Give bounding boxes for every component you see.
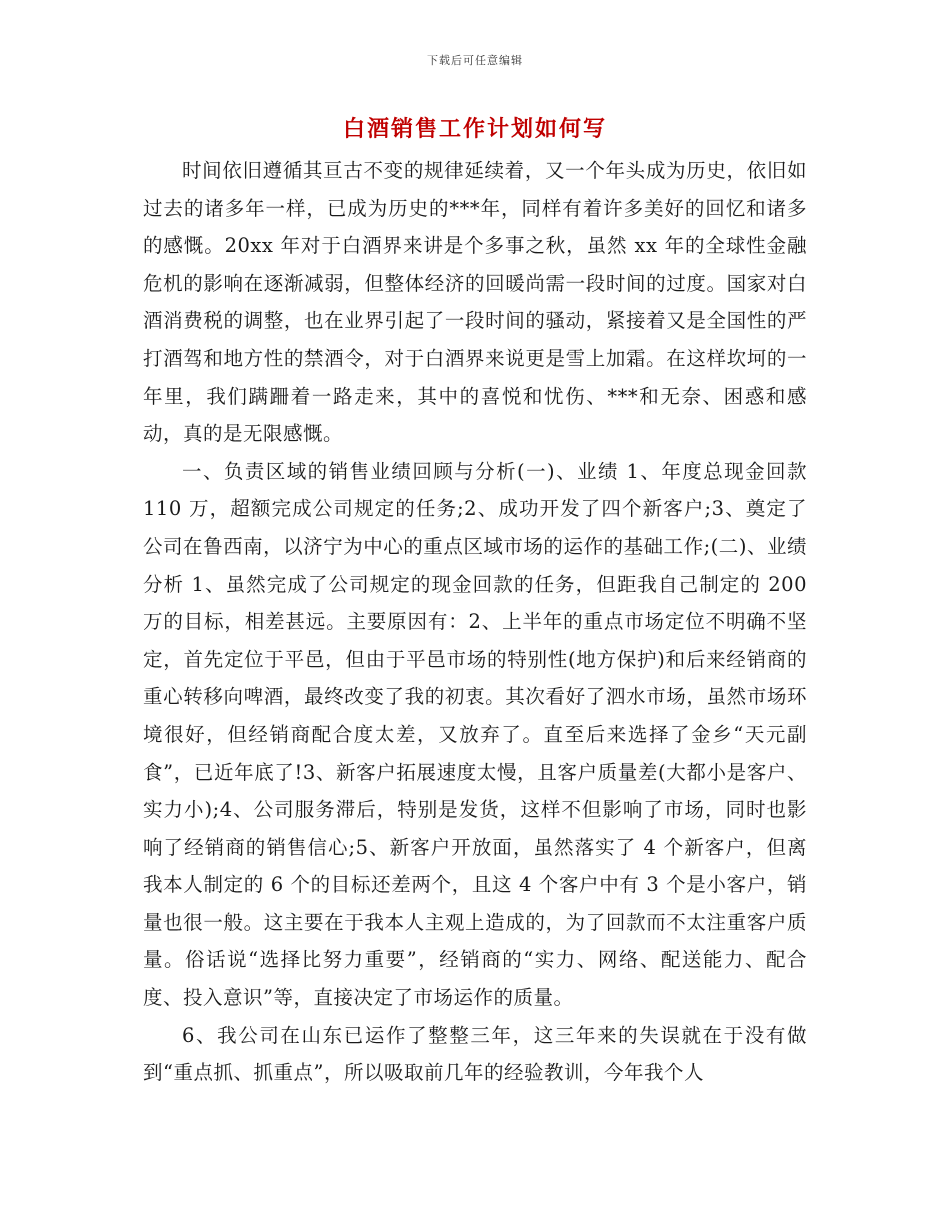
paragraph-intro: 时间依旧遵循其亘古不变的规律延续着，又一个年头成为历史，依旧如过去的诸多年一样，已成为历史的***年，同样有着许多美好的回忆和诸多的感慨。20xx 年对于白酒界来讲是个多事之秋，虽然 xx 年的全球性金融危机的影响在逐渐减弱，但整体经济的回暖尚需一段时间的过度。国家对白酒消费税的调整，也在业界引起了一段时间的骚动，紧接着又是全国性的严打酒驾和地方性的禁酒令，对于白酒界来说更是雪上加霜。在这样坎坷的一年里，我们蹒跚着一路走来，其中的喜悦和忧伤、***和无奈、困惑和感动，真的是无限感慨。 [143, 159, 807, 446]
header-note: 下载后可任意编辑 [427, 54, 523, 67]
document-body [143, 152, 807, 1092]
paragraph-performance-review: 一、负责区域的销售业绩回顾与分析(一)、业绩 1、年度总现金回款 110 万，超额完成公司规定的任务;2、成功开发了四个新客户;3、奠定了公司在鲁西南，以济宁为中心的重点区域市场的运作的基础工作;(二)、业绩分析 1、虽然完成了公司规定的现金回款的任务，但距我自己制定的 200 万的目标，相差甚远。主要原因有：2、上半年的重点市场定位不明确不坚定，首先定位于平邑，但由于平邑市场的特别性(地方保护)和后来经销商的重心转移向啤酒，最终改变了我的初衷。其次看好了泗水市场，虽然市场环境很好，但经销商配合度太差，又放弃了。直至后来选择了金乡“天元副食”，已近年底了!3、新客户拓展速度太慢，且客户质量差(大都小是客户、实力小);4、公司服务滞后，特别是发货，这样不但影响了市场，同时也影响了经销商的销售信心;5、新客户开放面，虽然落实了 4 个新客户，但离我本人制定的 6 个的目标还差两个，且这 4 个客户中有 3 个是小客户，销量也很一般。这主要在于我本人主观上造成的，为了回款而不太注重客户质量。俗话说“选择比努力重要”，经销商的“实力、网络、配送能力、配合度、投入意识”等，直接决定了市场运作的质量。 [143, 459, 807, 1010]
document-title: 白酒销售工作计划如何写 [342, 116, 607, 142]
paragraph-lessons: 6、我公司在山东已运作了整整三年，这三年来的失误就在于没有做到“重点抓、抓重点”，所以吸取前几年的经验教训，今年我个人 [143, 1023, 807, 1085]
